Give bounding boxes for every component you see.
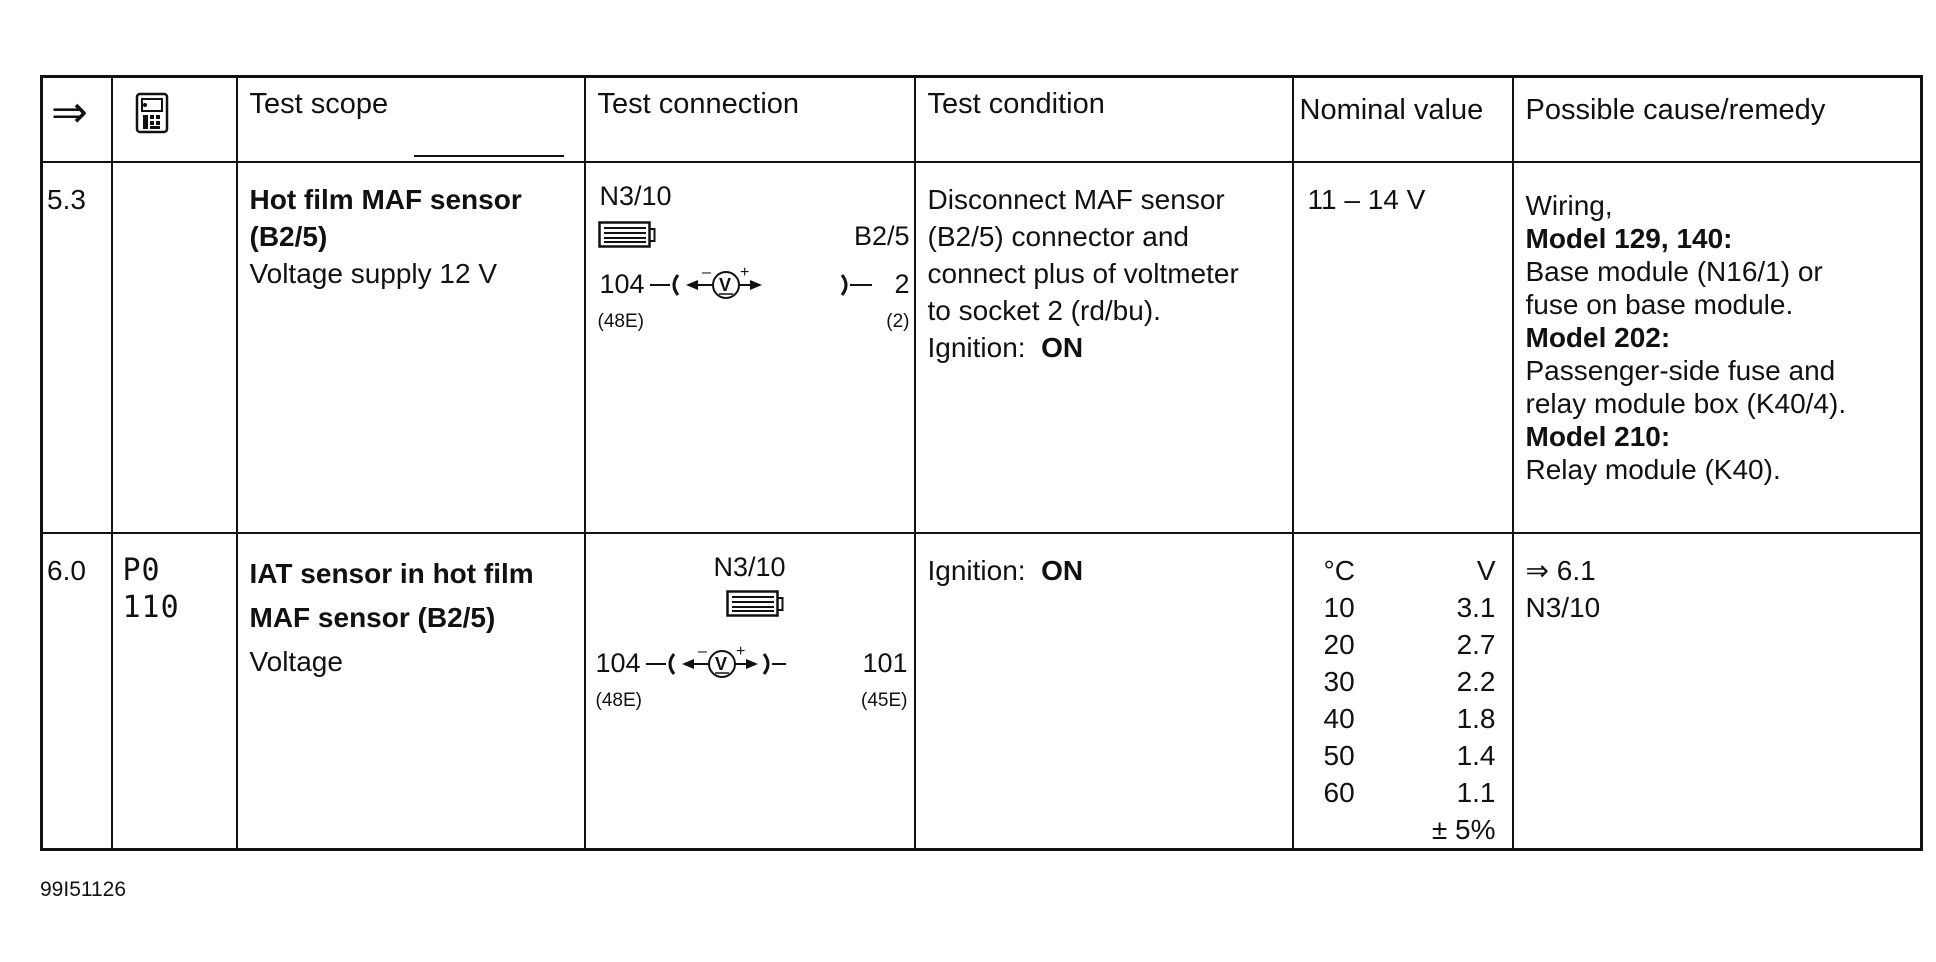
remedy-line: Wiring, [1525,190,1613,221]
step-cell [42,533,112,850]
pin-left: 104 [599,269,645,299]
svg-text:–: – [701,264,711,281]
header-row [42,77,1922,163]
temp-value: 20 [1323,629,1355,660]
test-connection-cell [585,533,915,850]
condition-line: to socket 2 (rd/bu). [927,295,1161,326]
step-number: 5.3 [47,184,86,215]
pin-right: 101 [862,648,908,678]
temperature-voltage-table [1294,534,1512,848]
remedy-line: N3/10 [1525,592,1601,623]
tolerance: ± 5% [1431,814,1496,845]
volt-value: 1.4 [1456,740,1496,771]
temp-unit: °C [1323,555,1355,586]
ignition-state: ON [1041,555,1084,586]
connector-top-label: N3/10 [713,552,786,582]
header-test-connection-label: Test connection [597,88,800,120]
test-condition-cell [915,162,1293,533]
figure-id: 99I51126 [40,878,127,901]
ignition-condition [916,534,1292,589]
volt-value: 2.7 [1456,629,1496,660]
temp-value: 10 [1323,592,1355,623]
pin-left: 104 [595,648,641,678]
ignition-state: ON [1041,332,1084,363]
header-arrow [42,77,112,163]
remedy-line: relay module box (K40/4). [1525,388,1847,419]
nominal-value-cell [1293,533,1513,850]
condition-line: connect plus of voltmeter [927,258,1239,289]
remedy-cell [1513,533,1922,850]
arrow-icon: ⇒ [51,88,88,137]
pin-right-sub: (45E) [861,690,908,711]
pin-left-sub: (48E) [595,690,642,711]
vtable-row [1324,700,1496,737]
dtc-code: P0 110 [122,553,180,625]
test-connection-cell [585,162,915,533]
connector-top-label: N3/10 [599,181,672,211]
diagnostic-table [40,75,1923,851]
condition-line: Disconnect MAF sensor [927,184,1225,215]
scope-component: (B2/5) [249,221,328,252]
connection-diagram [586,534,914,848]
step-number: 6.0 [47,555,86,586]
step-cell [42,162,112,533]
scope-subtitle: Voltage supply 12 V [249,258,498,289]
scope-subtitle: Voltage [249,646,343,677]
header-scanner [112,77,237,163]
connection-diagram [586,163,914,532]
svg-text:V: V [714,654,727,674]
remedy-model: Model 210: [1525,421,1671,452]
pin-left-sub: (48E) [597,311,644,332]
vtable-row [1324,663,1496,700]
test-scope-cell [237,162,585,533]
temp-value: 40 [1323,703,1355,734]
scope-title: IAT sensor in hot film [249,558,534,589]
temp-value: 30 [1323,666,1355,697]
voltmeter-icon [646,642,846,686]
remedy-reference: ⇒ 6.1 [1525,555,1596,586]
header-test-condition-label: Test condition [927,88,1105,120]
scope-title: Hot film MAF sensor [249,184,522,215]
svg-text:–: – [697,643,707,660]
header-test-scope [237,77,585,163]
connector-icon [726,590,784,620]
pin-right-sub: (2) [886,311,910,332]
vtable-header [1324,552,1496,589]
test-scope-cell [237,533,585,850]
svg-text:+: + [735,643,745,660]
header-underline [414,155,564,157]
nominal-value-cell [1293,162,1513,533]
condition-line: (B2/5) connector and [927,221,1189,252]
temp-value: 60 [1323,777,1355,808]
ignition-condition [928,329,1282,366]
table-row [42,162,1922,533]
remedy-cell [1513,162,1922,533]
vtable-row [1324,626,1496,663]
volt-unit: V [1476,555,1496,586]
dtc-code [113,163,236,181]
header-nominal-value-label: Nominal value [1299,94,1484,126]
volt-value: 1.8 [1456,703,1496,734]
volt-value: 2.2 [1456,666,1496,697]
dtc-cell [112,162,237,533]
voltmeter-icon [650,263,886,307]
header-possible-cause-label: Possible cause/remedy [1525,94,1826,126]
connector-icon [598,221,656,251]
nominal-value: 11 – 14 V [1307,184,1426,215]
diagnostic-table-page [40,75,1920,851]
vtable-row [1324,589,1496,626]
header-nominal-value [1293,77,1513,163]
vtable-row [1324,774,1496,811]
remedy-model: Model 129, 140: [1525,223,1733,254]
scanner-tool-icon [113,78,236,142]
header-possible-cause [1513,77,1922,163]
ignition-label: Ignition: [927,332,1026,363]
dtc-cell [112,533,237,850]
header-test-condition [915,77,1293,163]
table-row [42,533,1922,850]
header-test-scope-label: Test scope [249,88,389,120]
test-condition-cell [915,533,1293,850]
remedy-line: Base module (N16/1) or [1525,256,1823,287]
component-label: B2/5 [853,221,910,251]
scope-component: MAF sensor (B2/5) [249,602,496,633]
temp-value: 50 [1323,740,1355,771]
svg-text:+: + [739,264,749,281]
volt-value: 3.1 [1456,592,1496,623]
header-test-connection [585,77,915,163]
vtable-row [1324,737,1496,774]
remedy-line: Relay module (K40). [1525,454,1781,485]
volt-value: 1.1 [1456,777,1496,808]
remedy-model: Model 202: [1525,322,1671,353]
remedy-line: fuse on base module. [1525,289,1794,320]
pin-right: 2 [894,269,910,299]
svg-text:V: V [718,275,731,295]
ignition-label: Ignition: [927,555,1026,586]
remedy-line: Passenger-side fuse and [1525,355,1836,386]
